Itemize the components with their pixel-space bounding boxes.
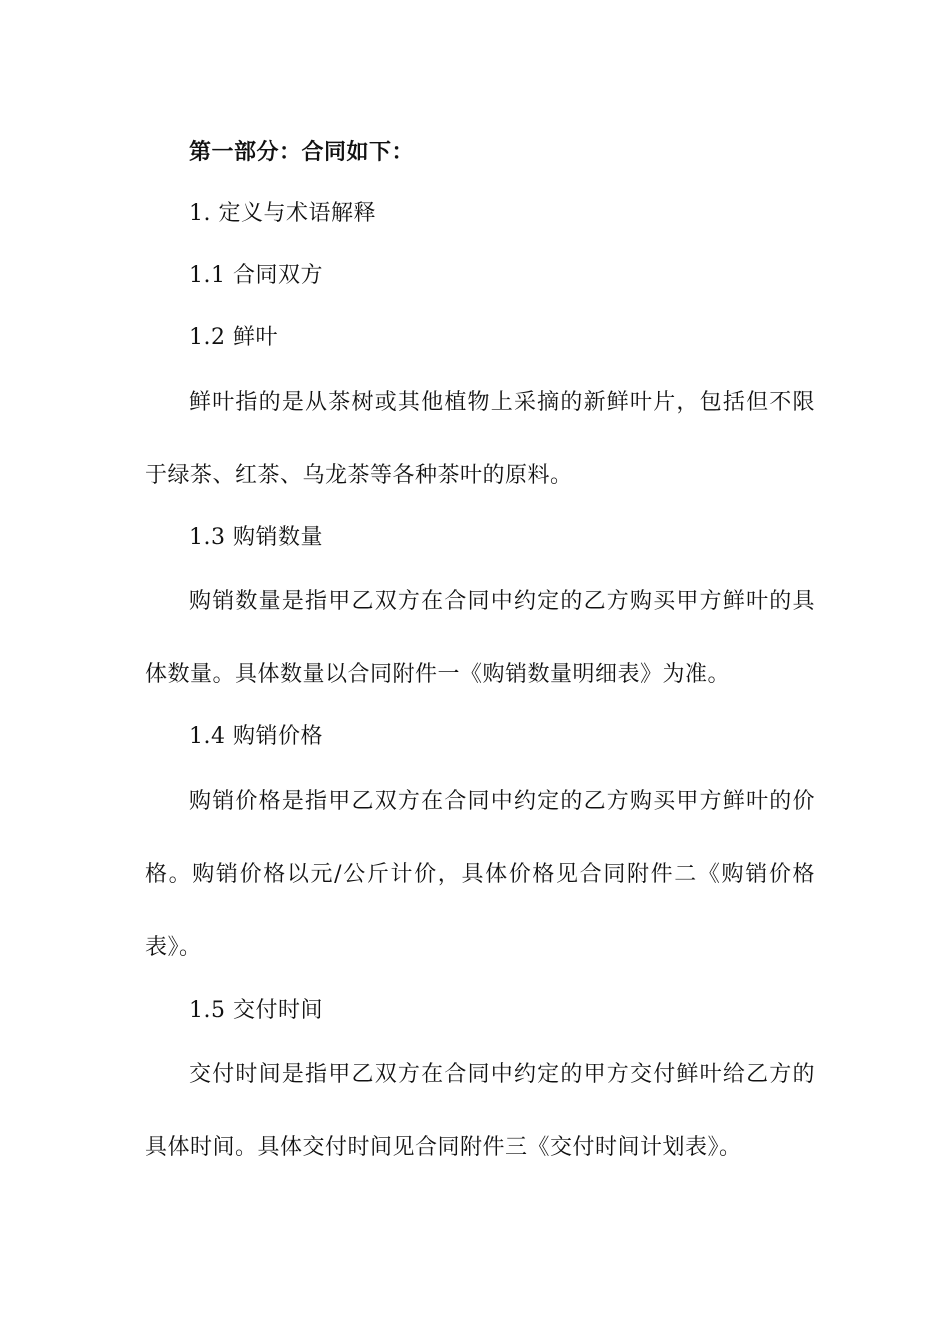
clause-1-2-title: 1.2 鲜叶	[189, 325, 278, 350]
clause-1-2-text-line-2: 于绿茶、红茶、乌龙茶等各种茶叶的原料。	[145, 463, 573, 488]
clause-1-3-title: 1.3 购销数量	[189, 525, 323, 550]
clause-1-4-text-line-1: 购销价格是指甲乙双方在合同中约定的乙方购买甲方鲜叶的价	[189, 789, 815, 814]
clause-1-5-text-line-2: 具体时间。具体交付时间见合同附件三《交付时间计划表》。	[145, 1135, 742, 1160]
clause-1-1-title: 1.1 合同双方	[189, 263, 323, 288]
clause-1-5-title: 1.5 交付时间	[189, 998, 323, 1023]
clause-1-4-title: 1.4 购销价格	[189, 724, 323, 749]
clause-1-2-text-line-1: 鲜叶指的是从茶树或其他植物上采摘的新鲜叶片，包括但不限	[189, 390, 815, 415]
section-heading: 第一部分：合同如下：	[189, 139, 415, 165]
clause-1-title: 1. 定义与术语解释	[189, 201, 376, 226]
clause-1-4-text-line-2: 格。购销价格以元/公斤计价，具体价格见合同附件二《购销价格	[145, 862, 815, 887]
clause-1-5-text-line-1: 交付时间是指甲乙双方在合同中约定的甲方交付鲜叶给乙方的	[189, 1062, 815, 1087]
clause-1-3-text-line-2: 体数量。具体数量以合同附件一《购销数量明细表》为准。	[145, 662, 731, 687]
clause-1-3-text-line-1: 购销数量是指甲乙双方在合同中约定的乙方购买甲方鲜叶的具	[189, 589, 815, 614]
clause-1-4-text-line-3: 表》。	[145, 935, 202, 960]
